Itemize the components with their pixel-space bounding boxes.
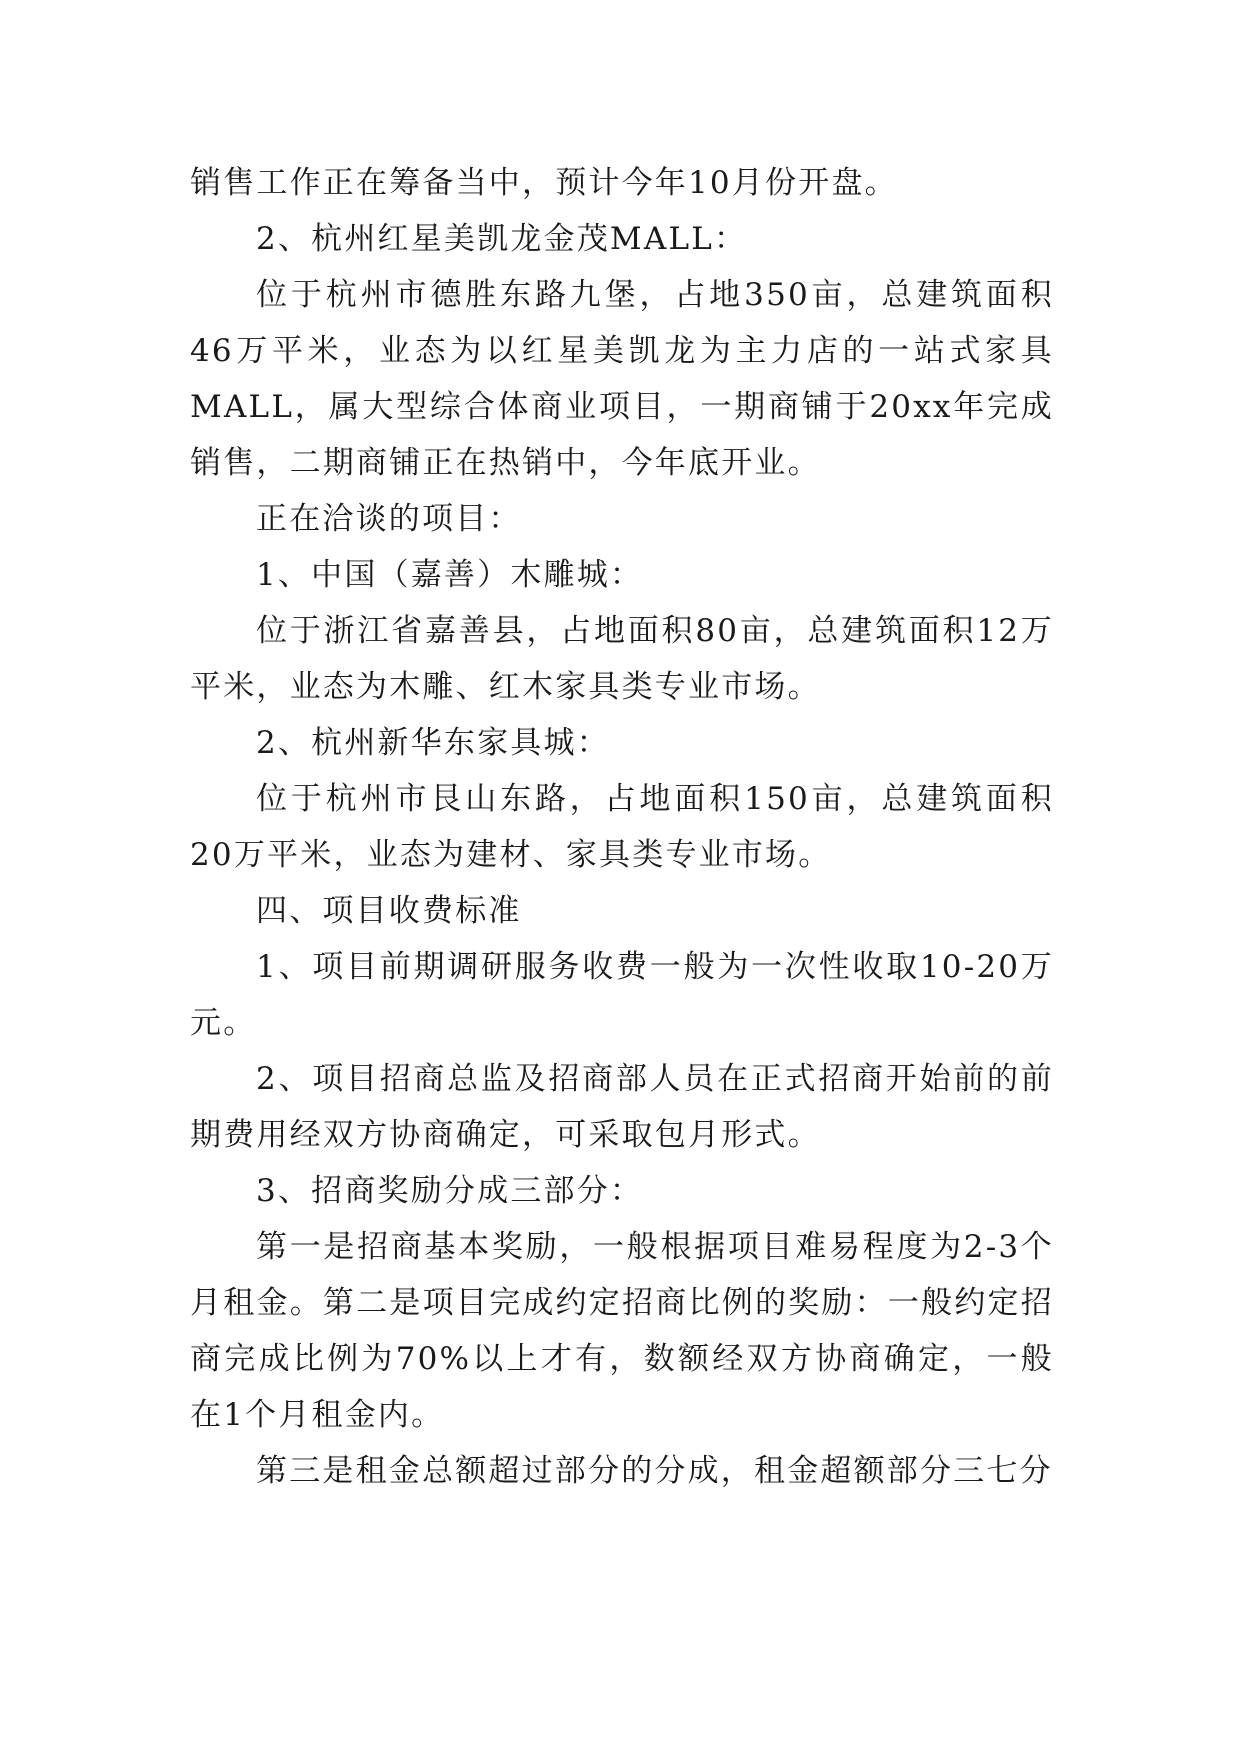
paragraph: 第三是租金总额超过部分的分成，租金超额部分三七分 — [256, 1453, 1053, 1489]
paragraph: 位于浙江省嘉善县，占地面积80亩，总建筑面积12万平米，业态为木雕、红木家具类专业市场。 — [190, 613, 1054, 705]
paragraph: 位于杭州市艮山东路，占地面积150亩，总建筑面积20万平米，业态为建材、家具类专业市场。 — [190, 781, 1054, 873]
paragraph: 2、项目招商总监及招商部人员在正式招商开始前的前期费用经双方协商确定，可采取包月形式。 — [190, 1061, 1054, 1153]
paragraph: 3、招商奖励分成三部分： — [256, 1173, 644, 1209]
paragraph: 第一是招商基本奖励，一般根据项目难易程度为2-3个月租金。第二是项目完成约定招商比例的奖励：一般约定招商完成比例为70%以上才有，数额经双方协商确定，一般在1个月租金内。 — [190, 1229, 1054, 1433]
paragraph: 销售工作正在筹备当中，预计今年10月份开盘。 — [190, 165, 898, 201]
document-body — [190, 155, 1054, 1499]
paragraph: 位于杭州市德胜东路九堡，占地350亩，总建筑面积46万平米，业态为以红星美凯龙为主力店的一站式家具MALL，属大型综合体商业项目，一期商铺于20xx年完成销售，二期商铺正在热销中，今年底开业。 — [190, 277, 1054, 481]
paragraph: 1、中国（嘉善）木雕城： — [256, 557, 644, 593]
paragraph: 1、项目前期调研服务收费一般为一次性收取10-20万元。 — [190, 949, 1054, 1041]
paragraph: 2、杭州红星美凯龙金茂MALL： — [256, 221, 748, 257]
paragraph: 2、杭州新华东家具城： — [256, 725, 610, 761]
section-heading: 四、项目收费标准 — [256, 893, 522, 929]
paragraph: 正在洽谈的项目： — [256, 501, 522, 537]
